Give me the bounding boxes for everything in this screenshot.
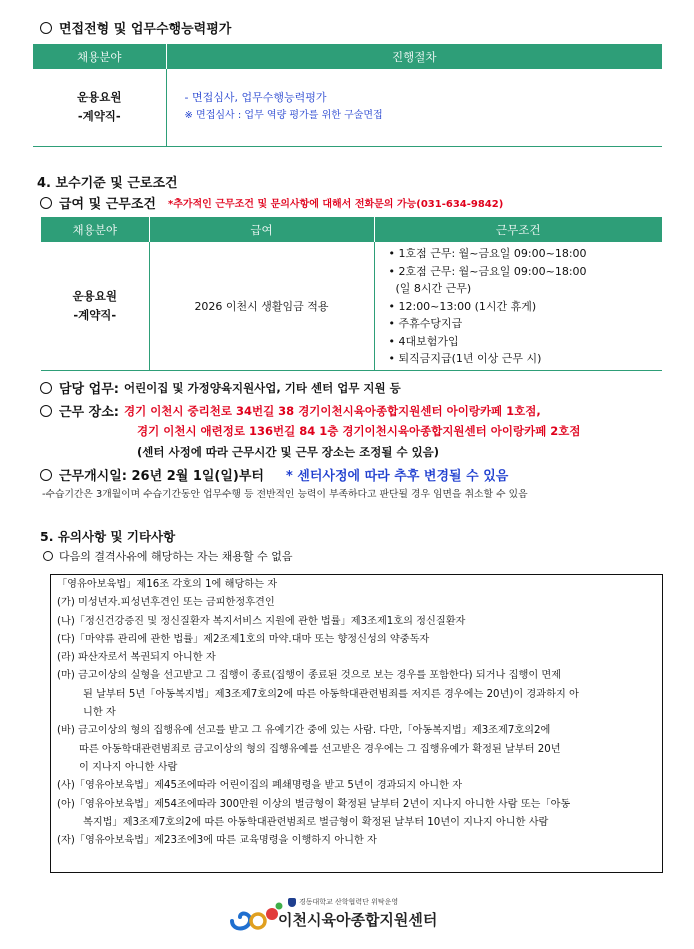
disqualification-line: (다)「마약류 관리에 관한 법률」제2조제1호의 마약.대마 또는 향정신성의 약중독자 <box>57 633 430 645</box>
place-1: 경기 이천시 중리천로 34번길 38 경기이천시육아종합지원센터 아이랑카페 1호점, <box>123 403 541 418</box>
pay-table <box>41 217 662 371</box>
header-field: 채용분야 <box>33 44 166 69</box>
field-cell <box>41 242 149 370</box>
circle-bullet-icon <box>40 197 52 209</box>
header-procedure: 진행절차 <box>166 44 662 69</box>
disqualification-line: 된 날부터 5년「아동복지법」제3조제7호의2에 따른 아동학대관련범죄를 저지른 경우에는 20년)이 경과하지 아 <box>83 688 579 700</box>
procedure-note: ※ 면접심사 : 업무 역량 평가를 위한 구술면접 <box>184 110 383 122</box>
circle-bullet-icon <box>43 551 53 561</box>
circle-bullet-icon <box>40 22 52 34</box>
operator-text: 경동대학교 산학협력단 위탁운영 <box>299 898 399 906</box>
field-type: -계약직- <box>73 307 117 322</box>
duty-text: 어린이집 및 가정양육지원사업, 기타 센터 업무 지원 등 <box>123 380 401 395</box>
disqualification-line: (자)「영유아보육법」제23조에3에 따른 교육명령을 이행하지 아니한 자 <box>57 835 377 847</box>
header-pay: 급여 <box>149 217 374 242</box>
condition-item: • 2호점 근무: 월~금요일 09:00~18:00 <box>388 264 587 278</box>
condition-item: • 1호점 근무: 월~금요일 09:00~18:00 <box>388 247 587 260</box>
place-note: (센터 사정에 따라 근무시간 및 근무 장소는 조정될 수 있음) <box>137 445 440 459</box>
circle-bullet-icon <box>40 405 52 417</box>
center-name: 이천시육아종합지원센터 <box>278 911 438 929</box>
field-name: 운용요원 <box>77 90 122 105</box>
start-line <box>40 465 508 484</box>
circle-bullet-icon <box>40 382 52 394</box>
condition-item: (일 8시간 근무) <box>388 282 472 295</box>
disqualification-line: (사)「영유아보육법」제45조에따라 어린이집의 폐쇄명령을 받고 5년이 경과되지 아니한 자 <box>57 780 463 792</box>
disqualification-line: (나)「정신건강증진 및 정신질환자 복지서비스 지원에 관한 법률」제3조제1호의 정신질환자 <box>57 615 466 627</box>
section-interview-title-text: 면접전형 및 업무수행능력평가 <box>59 22 232 37</box>
condition-item: • 4대보험가입 <box>388 334 459 348</box>
disqualification-line: 「영유아보육법」제16조 각호의 1에 해당하는 자 <box>57 579 278 590</box>
pay-conditions-title <box>40 193 503 212</box>
disqualification-line: 니한 자 <box>83 707 116 719</box>
start-note: * 센터사정에 따라 추후 변경될 수 있음 <box>285 469 509 484</box>
duty-label: 담당 업무: <box>59 382 119 397</box>
duty-line <box>40 378 401 397</box>
disqualification-line: (가) 미성년자.피성년후견인 또는 금피한정후견인 <box>57 597 275 609</box>
condition-item: • 퇴직금지급(1년 이상 근무 시) <box>388 352 542 365</box>
disqualification-line: 복지법」제3조제7호의2에 따른 아동학대관련범죄로 벌금형이 확정된 날부터 10년이 지나지 아니한 사람 <box>83 816 549 828</box>
pay-cell <box>149 242 374 370</box>
circle-bullet-icon <box>40 469 52 481</box>
field-type: -계약직- <box>77 109 121 124</box>
section-5-title: 5. 유의사항 및 기타사항 <box>40 529 176 544</box>
field-name: 운용요원 <box>72 288 117 303</box>
interview-table <box>33 44 662 147</box>
header-field: 채용분야 <box>41 217 149 242</box>
intro-text: 다음의 결격사유에 해당하는 자는 채용할 수 없음 <box>59 550 293 563</box>
disqualification-box <box>50 574 663 873</box>
field-cell <box>33 69 166 146</box>
conditions-cell <box>374 242 662 370</box>
disqualification-line: 따른 아동학대관련범죄로 금고이상의 형의 집행유예를 선고받은 경우에는 그 집행유예가 확정된 날부터 20년 <box>79 743 561 755</box>
shield-icon <box>288 898 296 907</box>
procedure-cell <box>166 69 662 146</box>
start-label: 근무개시일: 26년 2월 1일(일)부터 <box>59 469 264 484</box>
disqualification-intro <box>43 548 293 564</box>
inquiry-note: *추가적인 근무조건 및 문의사항에 대해서 전화문의 가능(031-634-9842) <box>167 199 504 210</box>
condition-item: • 주휴수당지급 <box>388 317 463 330</box>
section-interview-title <box>40 18 231 37</box>
disqualification-line: (마) 금고이상의 실형을 선고받고 그 집행이 종료(집행이 종료된 것으로 보는 경우를 포함한다) 되거나 집행이 면제 <box>57 670 562 682</box>
probation-note: -수습기간은 3개월이며 수습기간동안 업무수행 등 전반적인 능력이 부족하다고 판단될 경우 임면을 취소할 수 있음 <box>42 489 528 500</box>
footer-logo <box>228 895 468 935</box>
pay-text: 2026 이천시 생활임금 적용 <box>194 299 329 313</box>
place-2: 경기 이천시 애련정로 136번길 84 1층 경기이천시육아종합지원센터 아이랑카페 2호점 <box>137 424 581 438</box>
disqualification-line: 이 지나지 아니한 사람 <box>79 761 178 773</box>
header-conditions: 근무조건 <box>374 217 662 242</box>
procedure-line: - 면접심사, 업무수행능력평가 <box>184 91 327 105</box>
disqualification-line: (라) 파산자로서 복권되지 아니한 자 <box>57 652 216 664</box>
disqualification-line: (아)「영유아보육법」제54조에따라 300만원 이상의 벌금형이 확정된 날부터 2년이 지나지 아니한 사람 또는「아동 <box>57 798 571 810</box>
pay-conditions-title-text: 급여 및 근무조건 <box>59 197 156 212</box>
condition-item: • 12:00~13:00 (1시간 휴게) <box>388 299 537 313</box>
place-line <box>40 401 541 420</box>
place-label: 근무 장소: <box>59 405 119 420</box>
section-4-title: 4. 보수기준 및 근로조건 <box>37 176 178 191</box>
disqualification-line: (바) 금고이상의 형의 집행유예 선고를 받고 그 유예기간 중에 있는 사람. 다만,「아동복지법」제3조제7호의2에 <box>57 725 551 737</box>
